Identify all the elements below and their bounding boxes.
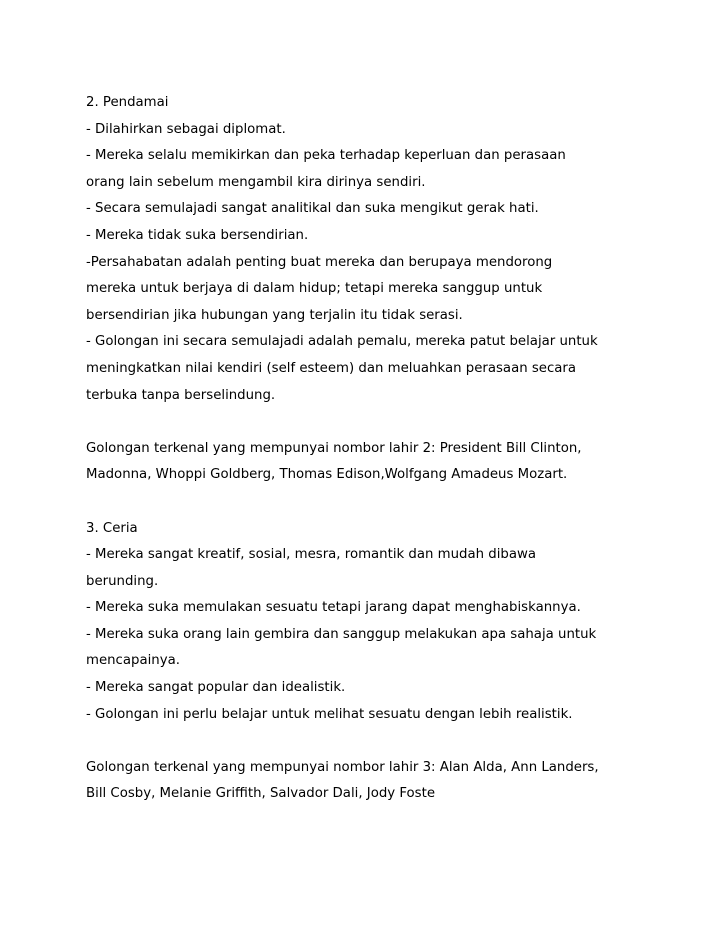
section-3-line: berunding. bbox=[86, 573, 159, 589]
section-2-heading: 2. Pendamai bbox=[86, 95, 169, 110]
section-2-line: - Dilahirkan sebagai diplomat. bbox=[86, 121, 286, 137]
section-2-line: - Mereka tidak suka bersendirian. bbox=[86, 227, 309, 243]
section-2-famous-line: Golongan terkenal yang mempunyai nombor lahir 2: President Bill Clinton, bbox=[86, 440, 582, 456]
section-3-heading: 3. Ceria bbox=[86, 520, 138, 536]
section-3-famous-line: Bill Cosby, Melanie Griffith, Salvador Dali, Jody Foste bbox=[86, 786, 436, 802]
section-2-line: orang lain sebelum mengambil kira dirinya sendiri. bbox=[86, 174, 426, 190]
section-3-line: mencapainya. bbox=[86, 653, 180, 669]
section-2-famous-line: Madonna, Whoppi Goldberg, Thomas Edison,Wolfgang Amadeus Mozart. bbox=[86, 467, 568, 483]
section-2-line: - Golongan ini secara semulajadi adalah pemalu, mereka patut belajar untuk bbox=[86, 334, 598, 350]
section-2-line: terbuka tanpa berselindung. bbox=[86, 387, 276, 403]
section-3-line: - Mereka suka memulakan sesuatu tetapi jarang dapat menghabiskannya. bbox=[86, 600, 581, 616]
paragraph-gap bbox=[86, 493, 686, 520]
section-3-line: - Mereka suka orang lain gembira dan sanggup melakukan apa sahaja untuk bbox=[86, 626, 597, 642]
document-page bbox=[86, 94, 686, 812]
paragraph-gap bbox=[86, 732, 686, 759]
section-2-line: mereka untuk berjaya di dalam hidup; tetapi mereka sanggup untuk bbox=[86, 281, 543, 297]
section-2-line: - Secara semulajadi sangat analitikal dan suka mengikut gerak hati. bbox=[86, 201, 539, 217]
section-2-line: - Mereka selalu memikirkan dan peka terhadap keperluan dan perasaan bbox=[86, 148, 566, 164]
section-2-line: -Persahabatan adalah penting buat mereka dan berupaya mendorong bbox=[86, 254, 553, 270]
section-3-line: - Golongan ini perlu belajar untuk melihat sesuatu dengan lebih realistik. bbox=[86, 706, 573, 722]
section-3-line: - Mereka sangat kreatif, sosial, mesra, romantik dan mudah dibawa bbox=[86, 547, 537, 563]
section-3-line: - Mereka sangat popular dan idealistik. bbox=[86, 680, 346, 696]
paragraph-gap bbox=[86, 413, 686, 440]
section-2-line: meningkatkan nilai kendiri (self esteem) dan meluahkan perasaan secara bbox=[86, 360, 577, 376]
section-2-line: bersendirian jika hubungan yang terjalin itu tidak serasi. bbox=[86, 307, 463, 323]
section-3-famous-line: Golongan terkenal yang mempunyai nombor lahir 3: Alan Alda, Ann Landers, bbox=[86, 759, 599, 775]
